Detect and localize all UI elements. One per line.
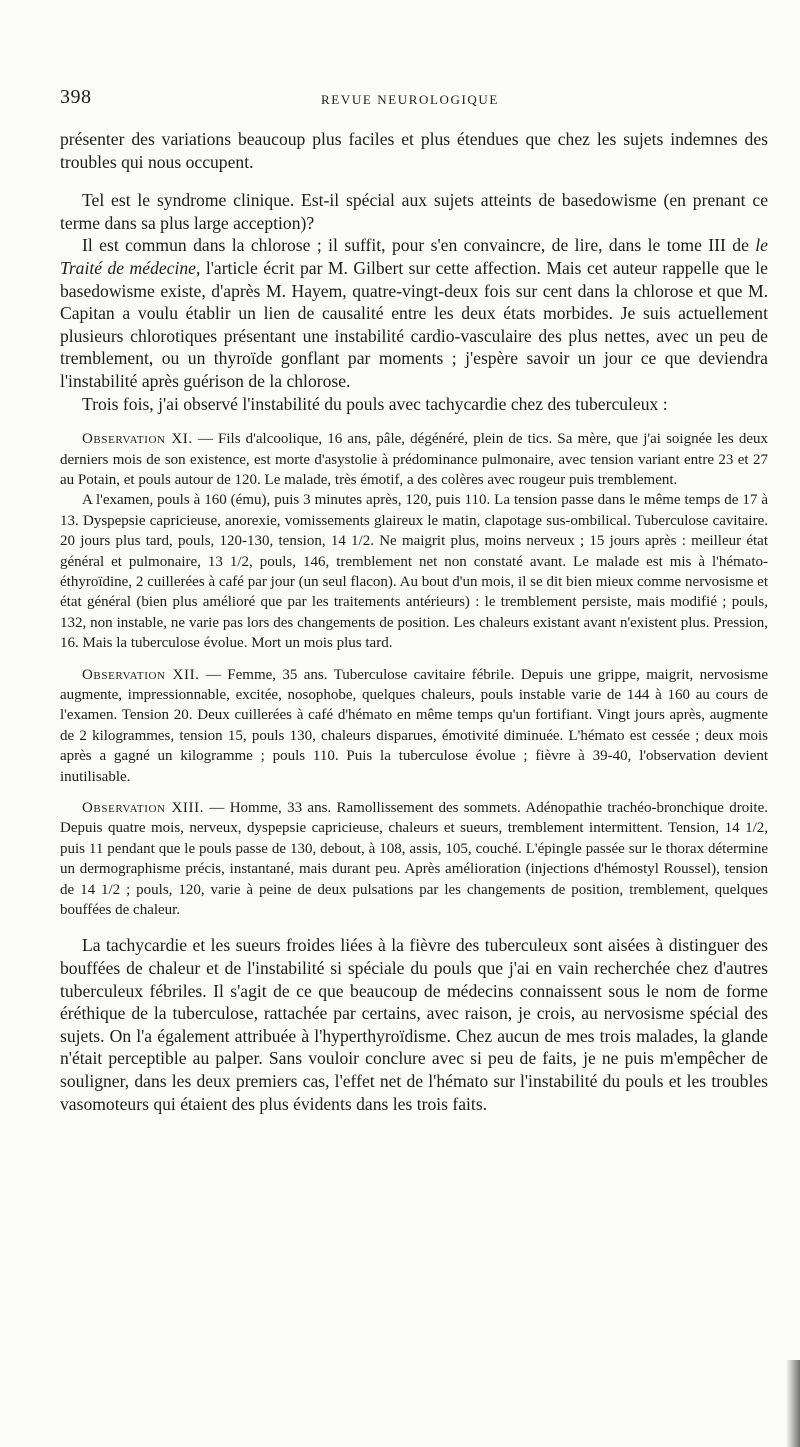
- paragraph-tuberculeux-intro: Trois fois, j'ai observé l'instabilité du pouls avec tachycardie chez des tuberculeux :: [82, 393, 668, 414]
- page-header: [60, 86, 760, 114]
- main-text-block-1: [60, 128, 768, 415]
- observation-xi-paragraph: [60, 429, 768, 490]
- article-body: [60, 128, 768, 1115]
- observation-xi-text: — Fils d'alcoolique, 16 ans, pâle, dégénéré, plein de tics. Sa mère, que j'ai soignée les deux derniers mois de son existence, est morte d'asystolie à prédominance pulmonaire, avec tension variant entre 23 et 27 au Potain, et pouls autour de 120. Le malade, très émotif, a des colères avec rougeur puis tremblement.: [60, 431, 769, 488]
- paragraph-chlorose-start: Il est commun dans la chlorose ; il suffit, pour s'en convaincre, de lire, dans le tome III de: [82, 235, 756, 256]
- paragraph-chlorose-end: , l'article écrit par M. Gilbert sur cette affection. Mais cet auteur rappelle que le basedowisme existe, d'après M. Hayem, quatre-vingt-deux fois sur cent dans la chlorose et que M. Capitan a voulu établir un lien de causalité entre les deux états morbides. Je suis actuellement plusieurs chlorotiques présentant une instabilité cardio-vasculaire des plus nettes, avec un peu de tremblement, ou un thyroïde gonflant par moments ; j'espère savoir un jour ce que deviendra l'instabilité après guérison de la chlorose.: [60, 257, 768, 391]
- scan-edge-shadow: [786, 1360, 800, 1447]
- paragraph-conclusion: La tachycardie et les sueurs froides liées à la fièvre des tuberculeux sont aisées à distinguer des bouffées de chaleur et de l'instabilité si spéciale du pouls que j'ai en vain recherchée chez d'autres tuberculeux fébriles. Il s'agit de ce que beaucoup de médecins connaissent sous le nom de forme éréthique de la tuberculose, rattachée par certains, avec raison, je crois, au nervosisme spécial des sujets. On l'a également attribuée à l'hyperthyroïdisme. Chez aucun de mes trois malades, la glande n'était perceptible au palper. Sans vouloir conclure avec si peu de faits, je ne puis m'empêcher de souligner, dans les deux premiers cas, l'effet net de l'hémato sur l'instabilité du pouls et les troubles vasomoteurs qui étaient des plus évidents dans les trois faits.: [60, 935, 768, 1114]
- observation-xii-text: — Femme, 35 ans. Tuberculose cavitaire fébrile. Depuis une grippe, maigrit, nervosisme augmente, impressionnable, excitée, nosophobe, quelques chaleurs, pouls instable varie de 144 à 160 au cours de l'examen. Tension 20. Deux cuillerées à café d'hémato en même temps qu'un fortifiant. Vingt jours après, augmente de 2 kilogrammes, tension 15, pouls 130, chaleurs disparues, émotivité diminuée. L'hémato est cessée ; deux mois après a gagné un kilogramme ; pouls 110. Puis la tuberculose évolue ; fièvre à 39-40, l'observation devient inutilisable.: [60, 666, 768, 785]
- paragraph-continuation: présenter des variations beaucoup plus faciles et plus étendues que chez les sujets indemnes des troubles qui nous occupent.: [60, 129, 768, 172]
- paragraph-chlorose: [60, 234, 768, 392]
- main-text-block-2: [60, 934, 768, 1115]
- observation-xii-paragraph: [60, 665, 768, 787]
- cited-work-title: le Traité de médecine: [60, 235, 768, 278]
- observation-xii-label: Observation XII.: [82, 666, 200, 683]
- page-number: 398: [60, 86, 92, 108]
- running-head: REVUE NEUROLOGIQUE: [321, 92, 499, 107]
- observation-xi: [60, 429, 768, 653]
- observation-xi-label: Observation XI.: [82, 431, 193, 448]
- observation-xiii-label: Observation XIII.: [82, 800, 205, 817]
- paragraph-syndrome: Tel est le syndrome clinique. Est-il spécial aux sujets atteints de basedowisme (en prenant ce terme dans sa plus large acception)?: [60, 190, 768, 233]
- observation-xiii-text: — Homme, 33 ans. Ramollissement des sommets. Adénopathie trachéo-bronchique droite. Depuis quatre mois, nerveux, dyspepsie capricieuse, chaleurs et sueurs, tremblement intermittent. Tension, 14 1/2, puis 11 pendant que le pouls passe de 130, debout, à 108, assis, 105, couché. L'épingle passée sur le thorax détermine un dermographisme précis, instantané, mais durant peu. Après amélioration (injections d'hémostyl Roussel), tension de 14 1/2 ; pouls, 120, varie à peine de deux pulsations par les changements de position, tremblement, quelques bouffées de chaleur.: [60, 800, 768, 919]
- observation-xiii: [60, 798, 768, 920]
- observation-xiii-paragraph: [60, 798, 768, 920]
- observation-xii: [60, 665, 768, 787]
- observation-xi-paragraph-2: A l'examen, pouls à 160 (ému), puis 3 minutes après, 120, puis 110. La tension passe dans le même temps de 17 à 13. Dyspepsie capricieuse, anorexie, vomissements glaireux le matin, clapotage sus-ombilical. Tuberculose cavitaire. 20 jours plus tard, pouls, 120-130, tension, 14 1/2. Ne maigrit plus, moins nerveux ; 15 jours après : meilleur état général et pulmonaire, 13 1/2, pouls, 146, tremblement net non constaté avant. Le malade est mis à l'hémato-éthyroïdine, 2 cuillerées à café par jour (un seul flacon). Au bout d'un mois, il se dit bien mieux comme nervosisme et état général (bien plus amélioré que par les traitements antérieurs) : le tremblement persiste, mais modifié ; pouls, 132, non instable, ne varie pas lors des changements de position. Les chaleurs existant avant n'existent plus. Pression, 16. Mais la tuberculose évolue. Mort un mois plus tard.: [60, 492, 768, 652]
